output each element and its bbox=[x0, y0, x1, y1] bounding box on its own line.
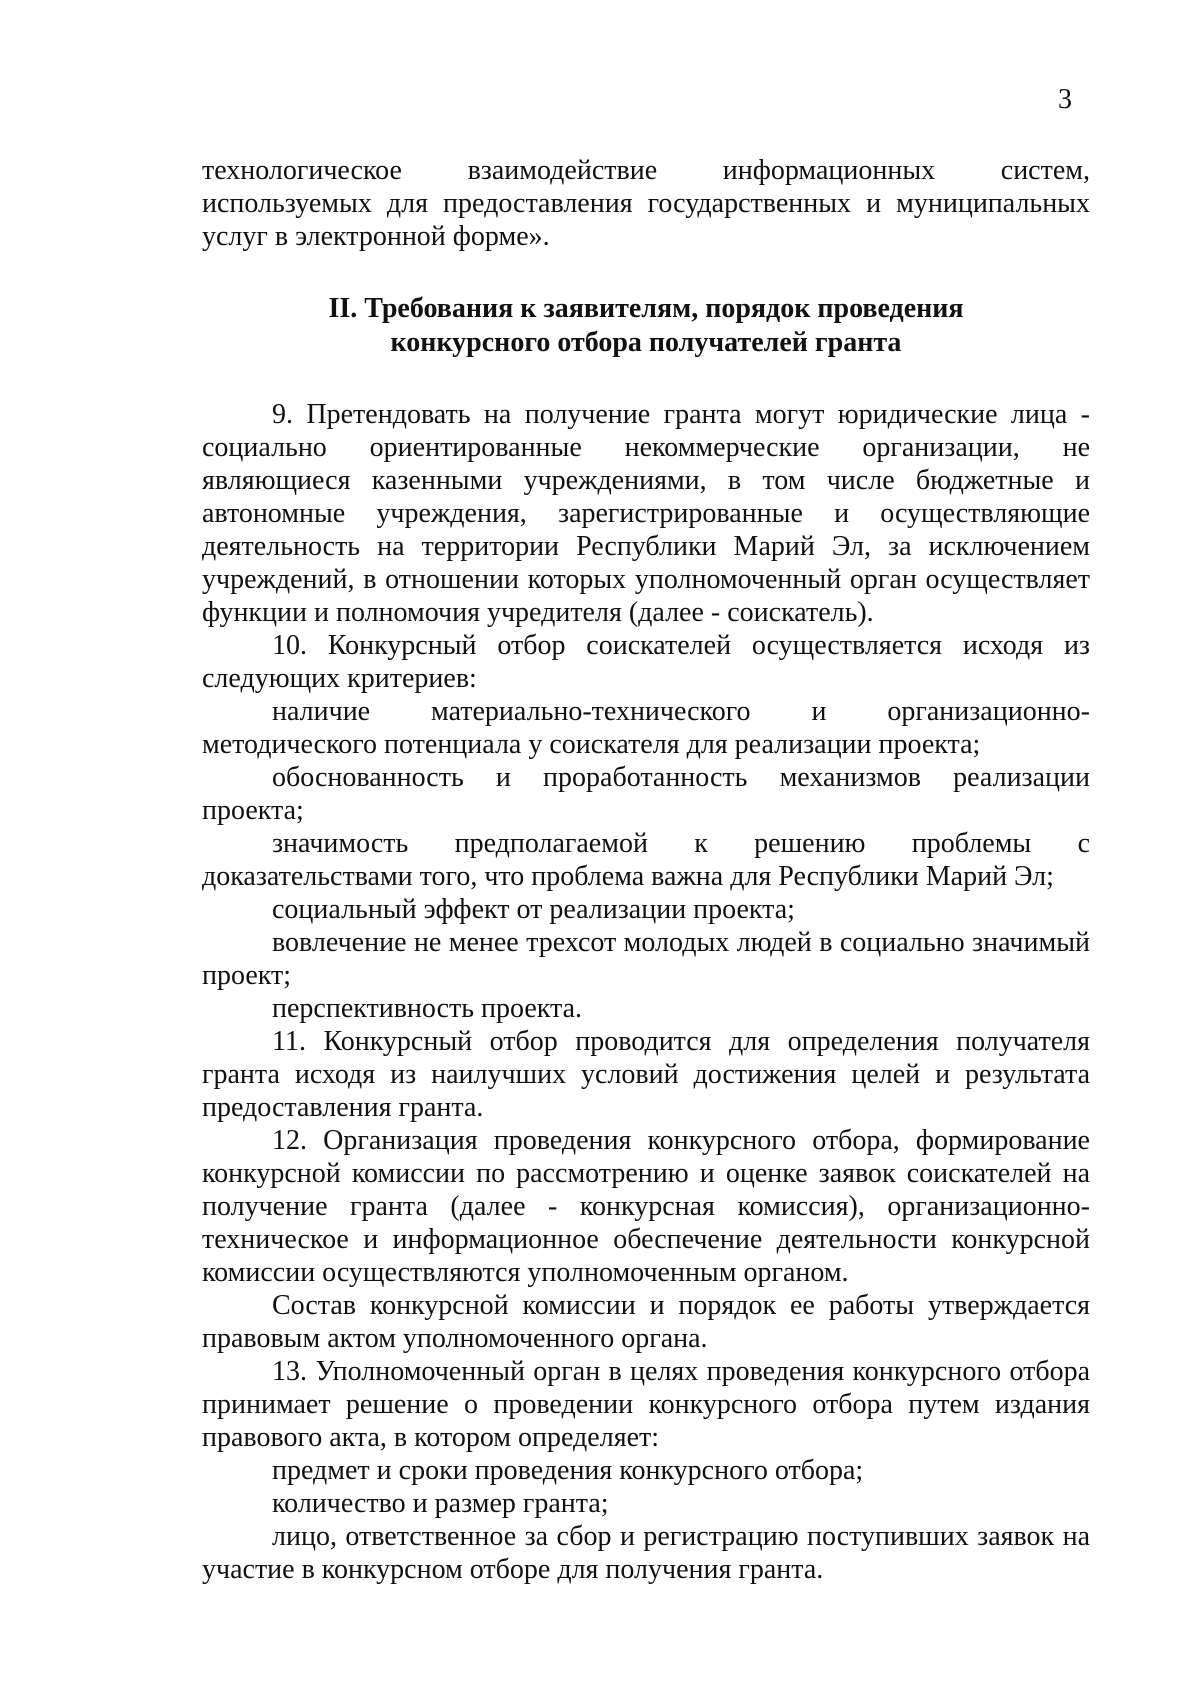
criterion-1: наличие материально-технического и организационно-методического потенциала у соискателя для реализации проекта; bbox=[202, 696, 1090, 760]
page-number: 3 bbox=[1058, 84, 1072, 115]
paragraph-13: 13. Уполномоченный орган в целях проведения конкурсного отбора принимает решение о проведении конкурсного отбора путем издания правового акта, в котором определяет: bbox=[202, 1356, 1090, 1453]
criterion-3: значимость предполагаемой к решению проблемы с доказательствами того, что проблема важна для Республики Марий Эл; bbox=[202, 828, 1090, 892]
paragraph-10: 10. Конкурсный отбор соискателей осуществляется исходя из следующих критериев: bbox=[202, 630, 1090, 694]
intro-paragraph: технологическое взаимодействие информационных систем, используемых для предоставления государственных и муниципальных услуг в электронной форме». bbox=[202, 155, 1090, 252]
determination-3: лицо, ответственное за сбор и регистрацию поступивших заявок на участие в конкурсном отборе для получения гранта. bbox=[202, 1521, 1090, 1585]
document-body bbox=[202, 154, 1090, 1586]
section-heading-line-2: конкурсного отбора получателей гранта bbox=[390, 327, 902, 358]
section-heading-line-1: II. Требования к заявителям, порядок проведения bbox=[328, 293, 964, 324]
paragraph-12: 12. Организация проведения конкурсного отбора, формирование конкурсной комиссии по рассмотрению и оценке заявок соискателей на получение гранта (далее - конкурсная комиссия), организационно-техническое и информационное обеспечение деятельности конкурсной комиссии осуществляются уполномоченным органом. bbox=[202, 1125, 1090, 1288]
determination-1: предмет и сроки проведения конкурсного отбора; bbox=[272, 1455, 864, 1486]
criterion-5: вовлечение не менее трехсот молодых людей в социально значимый проект; bbox=[202, 927, 1090, 991]
paragraph-11: 11. Конкурсный отбор проводится для определения получателя гранта исходя из наилучших условий достижения целей и результата предоставления гранта. bbox=[202, 1026, 1090, 1123]
section-heading bbox=[202, 292, 1090, 360]
determination-2: количество и размер гранта; bbox=[272, 1488, 609, 1519]
criterion-4: социальный эффект от реализации проекта; bbox=[272, 894, 795, 925]
paragraph-9: 9. Претендовать на получение гранта могут юридические лица - социально ориентированные некоммерческие организации, не являющиеся казенными учреждениями, в том числе бюджетные и автономные учреждения, зарегистрированные и осуществляющие деятельность на территории Республики Марий Эл, за исключением учреждений, в отношении которых уполномоченный орган осуществляет функции и полномочия учредителя (далее - соискатель). bbox=[202, 399, 1090, 628]
criterion-2: обоснованность и проработанность механизмов реализации проекта; bbox=[202, 762, 1090, 826]
paragraph-12-continued: Состав конкурсной комиссии и порядок ее работы утверждается правовым актом уполномоченного органа. bbox=[202, 1290, 1090, 1354]
criterion-6: перспективность проекта. bbox=[272, 993, 583, 1024]
